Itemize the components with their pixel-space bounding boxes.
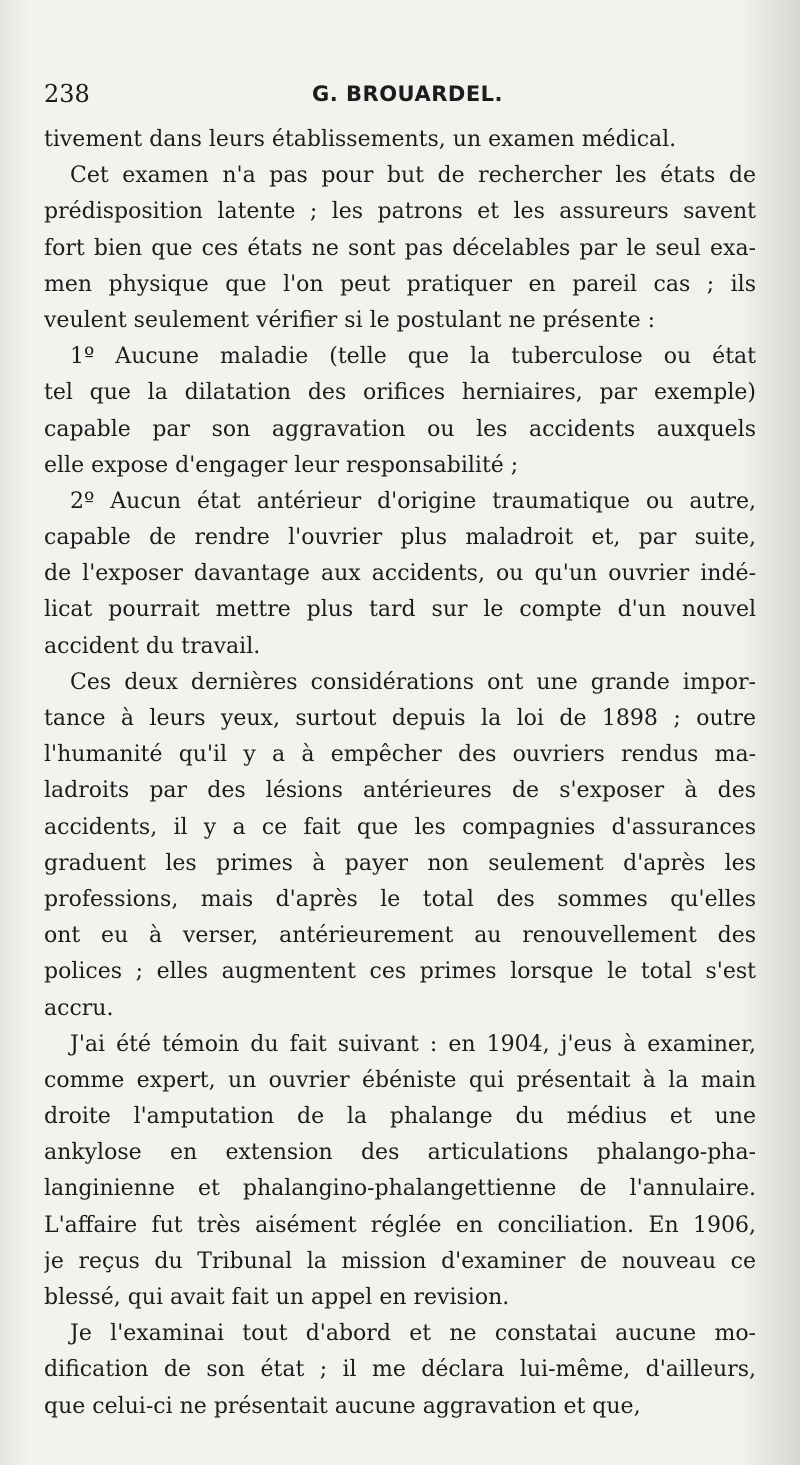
paragraph [44, 1316, 756, 1425]
paragraph [44, 158, 756, 339]
text-line: 2º Aucun état antérieur d'origine traumatique ou autre, [70, 488, 756, 514]
text-line: accru. [44, 995, 114, 1021]
text-line: prédisposition latente ; les patrons et les assureurs savent [44, 199, 756, 225]
text-line: tel que la dilatation des orifices herniaires, par exemple) [44, 380, 756, 406]
text-line: de l'exposer davantage aux accidents, ou qu'un ouvrier indé- [44, 561, 756, 587]
text-line: blessé, qui avait fait un appel en revision. [44, 1285, 510, 1310]
text-line: fort bien que ces états ne sont pas décelables par le seul exa- [44, 235, 756, 261]
text-line: l'humanité qu'il y a à empêcher des ouvriers rendus ma- [44, 742, 756, 768]
paragraph [44, 1027, 756, 1317]
text-line: veulent seulement vérifier si le postulant ne présente : [44, 307, 655, 333]
text-line: dification de son état ; il me déclara lui-même, d'ailleurs, [44, 1357, 756, 1383]
text-line: polices ; elles augmentent ces primes lorsque le total s'est [44, 959, 756, 985]
text-line: je reçus du Tribunal la mission d'examiner de nouveau ce [44, 1248, 756, 1274]
text-line: professions, mais d'après le total des sommes qu'elles [44, 886, 756, 912]
text-line: tance à leurs yeux, surtout depuis la loi de 1898 ; outre [44, 706, 756, 731]
text-line: accident du travail. [44, 633, 261, 659]
running-head: G. BROUARDEL. [312, 82, 504, 106]
text-line: ont eu à verser, antérieurement au renouvellement des [44, 923, 756, 949]
text-line: droite l'amputation de la phalange du médius et une [44, 1104, 756, 1130]
text-line: J'ai été témoin du fait suivant : en 1904, j'eus à examiner, [70, 1031, 756, 1057]
text-line: men physique que l'on peut pratiquer en pareil cas ; ils [44, 271, 756, 297]
paragraph [44, 665, 756, 1027]
page-number: 238 [44, 80, 90, 108]
page-header [44, 76, 756, 112]
paragraph [44, 339, 756, 484]
text-line: L'affaire fut très aisément réglée en conciliation. En 1906, [44, 1212, 756, 1238]
text-line: capable par son aggravation ou les accidents auxquels [44, 416, 756, 442]
text-line: licat pourrait mettre plus tard sur le compte d'un nouvel [44, 597, 756, 623]
text-line: comme expert, un ouvrier ébéniste qui présentait à la main [44, 1067, 756, 1093]
text-line: tivement dans leurs établissements, un examen médical. [44, 127, 677, 152]
text-line: Cet examen n'a pas pour but de rechercher les états de [70, 163, 756, 189]
text-line: ladroits par des lésions antérieures de s'exposer à des [44, 778, 756, 804]
text-line: elle expose d'engager leur responsabilité ; [44, 452, 519, 478]
text-line: Ces deux dernières considérations ont une grande impor- [70, 669, 756, 695]
text-line: Je l'examinai tout d'abord et ne constatai aucune mo- [70, 1321, 756, 1347]
text-line: langinienne et phalangino-phalangettienne de l'annulaire. [44, 1176, 756, 1202]
text-line: ankylose en extension des articulations phalango-pha- [44, 1140, 756, 1166]
text-line: 1º Aucune maladie (telle que la tuberculose ou état [70, 344, 756, 370]
paragraph [44, 122, 756, 158]
paragraph [44, 484, 756, 665]
text-line: que celui-ci ne présentait aucune aggravation et que, [44, 1393, 641, 1419]
text-line: accidents, il y a ce fait que les compagnies d'assurances [44, 814, 756, 840]
text-line: graduent les primes à payer non seulement d'après les [44, 850, 756, 876]
text-line: capable de rendre l'ouvrier plus maladroit et, par suite, [44, 525, 756, 551]
body-text [44, 122, 756, 1425]
